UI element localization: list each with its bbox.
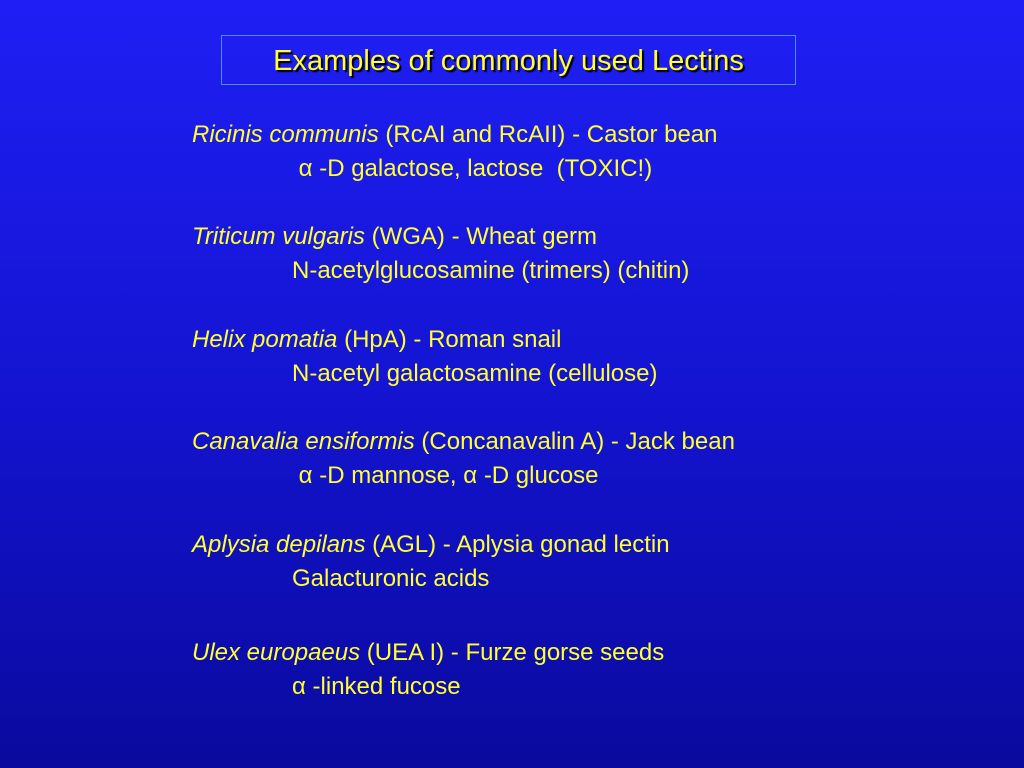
species-name: Canavalia ensiformis xyxy=(192,428,415,455)
entry-heading xyxy=(192,639,664,667)
species-name: Ricinis communis xyxy=(192,121,379,148)
lectin-description: (WGA) - Wheat germ xyxy=(364,223,597,250)
entry-heading xyxy=(192,223,597,251)
lectin-description: (UEA I) - Furze gorse seeds xyxy=(360,639,665,666)
lectin-description: (RcAI and RcAII) - Castor bean xyxy=(378,121,718,148)
sugar-specificity: Galacturonic acids xyxy=(292,565,490,592)
slide-title: Examples of commonly used Lectins xyxy=(221,35,796,85)
species-name: Ulex europaeus xyxy=(192,639,361,666)
sugar-specificity: α -linked fucose xyxy=(292,673,461,700)
sugar-specificity: N-acetyl galactosamine (cellulose) xyxy=(292,360,658,387)
lectin-description: (AGL) - Aplysia gonad lectin xyxy=(365,531,670,558)
sugar-specificity: N-acetylglucosamine (trimers) (chitin) xyxy=(292,257,690,284)
entry-heading xyxy=(192,531,670,559)
entry-heading xyxy=(192,428,735,456)
lectin-description: (Concanavalin A) - Jack bean xyxy=(414,428,735,455)
species-name: Aplysia depilans xyxy=(192,531,366,558)
lectin-description: (HpA) - Roman snail xyxy=(337,326,562,353)
entry-heading xyxy=(192,121,718,149)
sugar-specificity: α -D galactose, lactose (TOXIC!) xyxy=(292,155,653,182)
entry-heading xyxy=(192,326,561,354)
species-name: Helix pomatia xyxy=(192,326,338,353)
sugar-specificity: α -D mannose, α -D glucose xyxy=(292,462,599,489)
species-name: Triticum vulgaris xyxy=(192,223,365,250)
